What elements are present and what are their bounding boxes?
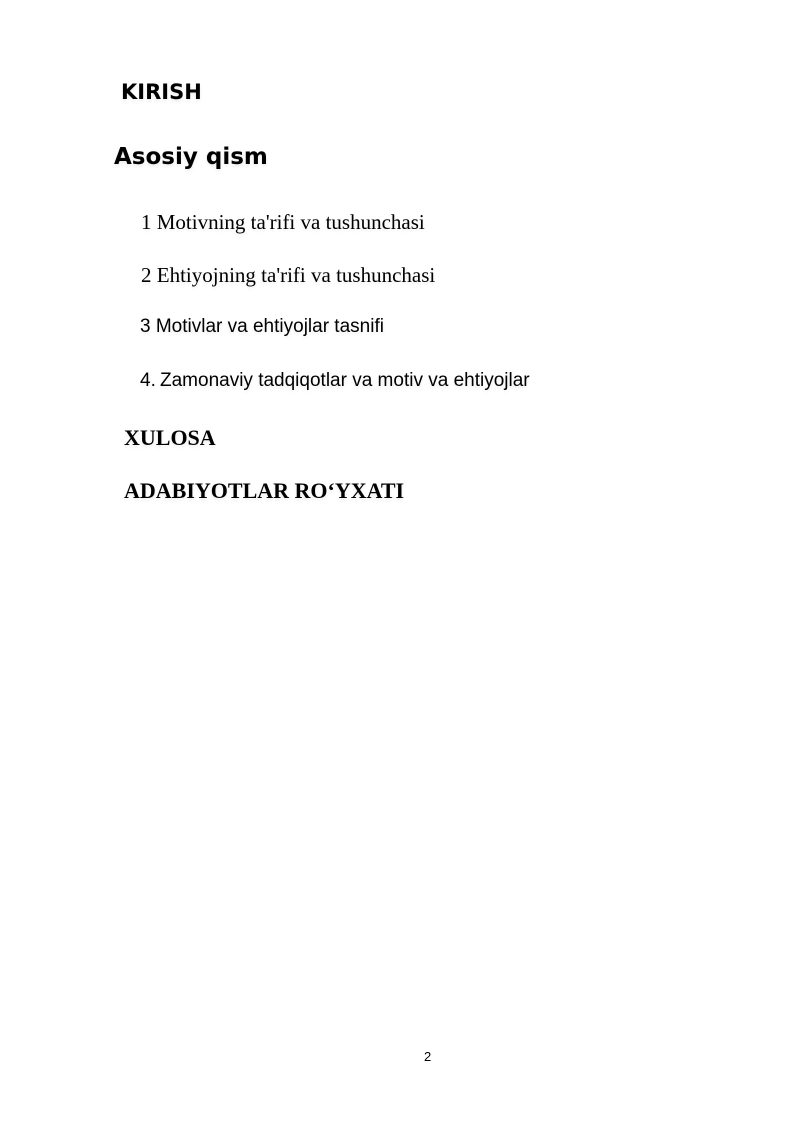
page-number: 2: [424, 1049, 432, 1064]
toc-item-number: 3: [140, 316, 151, 337]
section-heading-kirish: KIRISH: [121, 80, 202, 104]
toc-item-text: Motivlar va ehtiyojlar tasnifi: [155, 316, 384, 337]
toc-item-text: Ehtiyojning ta'rifi va tushunchasi: [156, 263, 436, 287]
section-heading-references: ADABIYOTLAR RO‘YXATI: [124, 478, 405, 503]
toc-item-text: Zamonaviy tadqiqotlar va motiv va ehtiyojlar: [160, 370, 530, 391]
toc-item-text: Motivning ta'rifi va tushunchasi: [156, 210, 425, 234]
section-heading-conclusion: XULOSA: [124, 425, 216, 450]
toc-item-3: [140, 316, 384, 338]
toc-item-4: [140, 370, 530, 392]
section-heading-main-part: Asosiy qism: [114, 144, 268, 170]
toc-item-2: [141, 263, 435, 288]
toc-item-1: [141, 210, 425, 235]
toc-item-number: 2: [141, 263, 152, 287]
toc-item-number: 1: [141, 210, 152, 234]
toc-item-number: 4.: [140, 370, 156, 391]
